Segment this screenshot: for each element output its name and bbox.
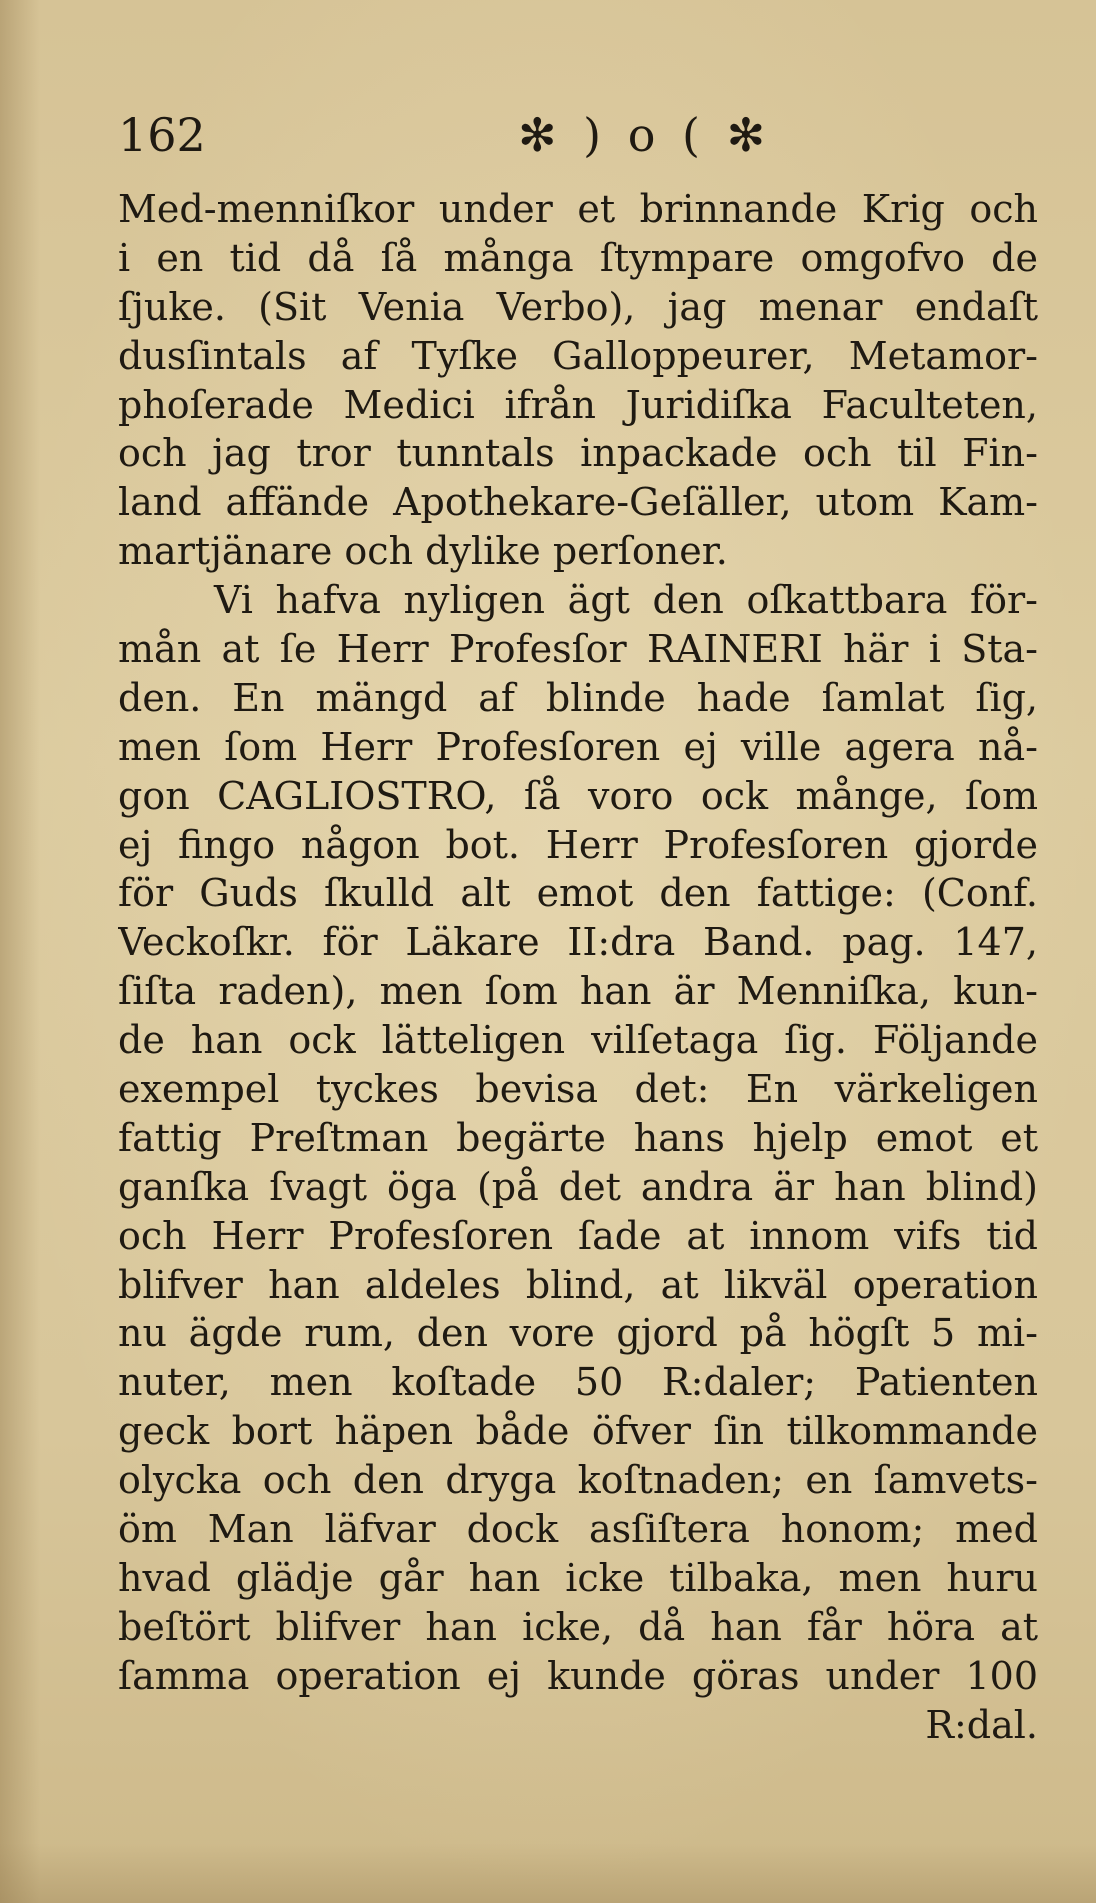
page-edge-shadow [0,0,40,1903]
text-line: mån at ſe Herr Profesſor RAINERI här i Sta- [118,627,1038,672]
body-text [118,185,1038,1750]
text-line: phoſerade Medici ifrån Juridiſka Faculteten, [118,382,1038,427]
page-header [118,105,1058,165]
text-line: land affände Apothekare-Geſäller, utom Kam- [118,480,1038,525]
text-line: Veckoſkr. för Läkare II:dra Band. pag. 147, [118,920,1038,965]
text-line: och jag tror tunntals inpackade och til Fin- [118,431,1038,476]
page-number: 162 [118,108,206,162]
text-line: martjänare och dylike perſoner. [118,529,728,574]
header-ornament: ✻ ) o ( ✻ [518,108,772,162]
text-line: fattig Preſtman begärte hans hjelp emot et [118,1115,1038,1160]
page-bottom-shadow [0,1843,1096,1903]
text-line: nuter, men koſtade 50 R:daler; Patienten [118,1360,1038,1405]
text-line: Med-menniſkor under et brinnande Krig och [118,187,1038,231]
text-line: exempel tyckes bevisa det: En värkeligen [118,1067,1038,1112]
text-line: ſiſta raden), men ſom han är Menniſka, kun- [118,969,1038,1014]
text-line: hvad glädje går han icke tilbaka, men huru [118,1555,1038,1600]
text-line: gon CAGLIOSTRO, ſå voro ock månge, ſom [118,773,1038,818]
text-line: öm Man läfvar dock asſiſtera honom; med [118,1507,1038,1552]
text-line: och Herr Profesſoren ſade at innom vifs tid [118,1213,1038,1258]
text-line: men ſom Herr Profesſoren ej ville agera nå- [118,724,1038,769]
text-line: den. En mängd af blinde hade ſamlat ſig, [118,675,1038,720]
text-line: de han ock lätteligen vilſetaga ſig. Följande [118,1018,1038,1063]
text-line: beſtört blifver han icke, då han får höra at [118,1604,1038,1649]
text-line: för Guds ſkulld alt emot den fattige: (Conf. [118,871,1038,916]
text-line: olycka och den dryga koſtnaden; en ſamvets- [118,1458,1038,1503]
text-line: nu ägde rum, den vore gjord på högſt 5 mi- [118,1311,1038,1356]
paragraph-start-line: Vi hafva nyligen ägt den oſkattbara för- [214,578,1038,623]
text-line: ſjuke. (Sit Venia Verbo), jag menar endaſt [118,284,1038,329]
catchword: R:dal. [925,1702,1038,1747]
text-line: i en tid då ſå många ſtympare omgofvo de [118,235,1038,280]
text-line: geck bort häpen både öfver ſin tilkommande [118,1409,1038,1454]
text-line: ej fingo någon bot. Herr Profesſoren gjorde [118,822,1038,867]
text-line: ſamma operation ej kunde göras under 100 [118,1653,1038,1698]
text-line: blifver han aldeles blind, at likväl operation [118,1262,1038,1307]
text-line: ganſka ſvagt öga (på det andra är han blind) [118,1164,1038,1209]
text-line: dusſintals af Tyſke Galloppeurer, Metamor- [118,333,1038,378]
